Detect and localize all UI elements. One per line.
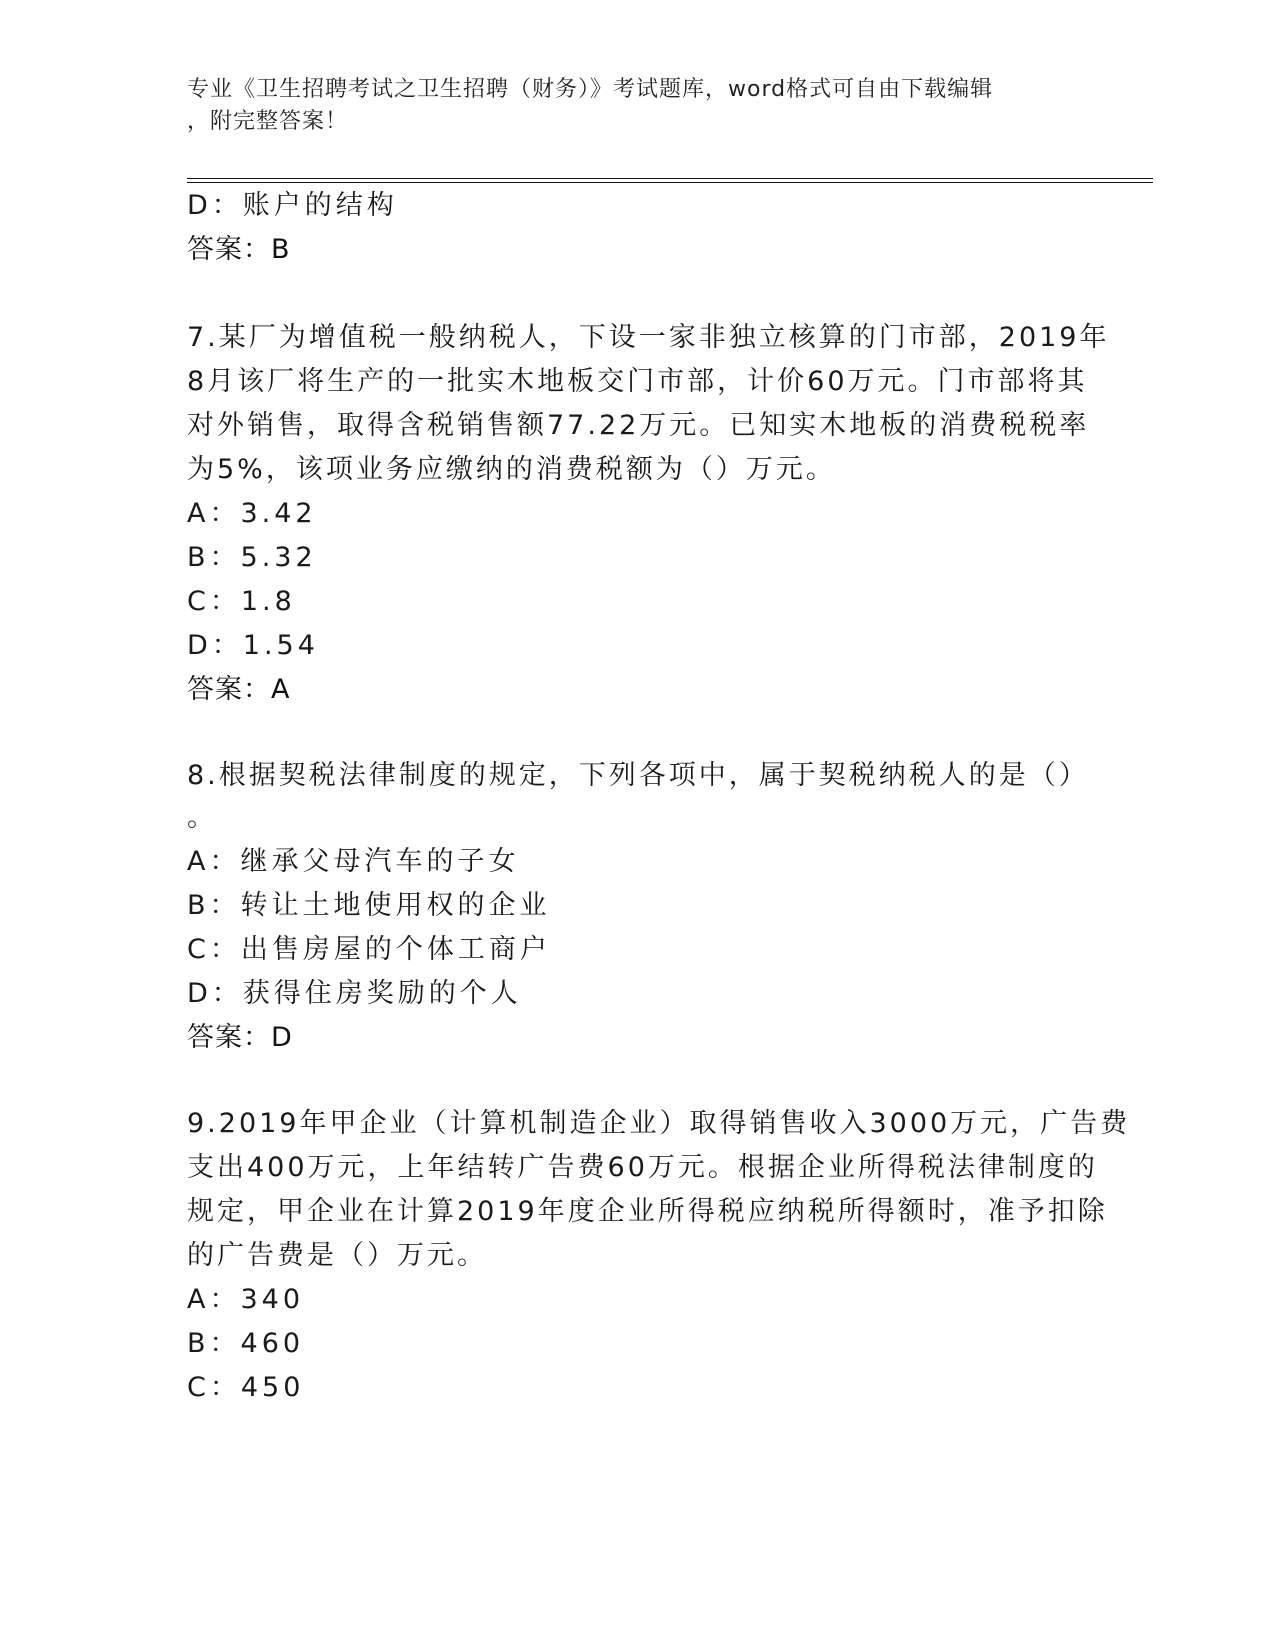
header-line-2: ，附完整答案！ xyxy=(187,109,349,134)
header-rule-top xyxy=(187,178,1153,179)
q8-text-line-2: 。 xyxy=(187,802,217,833)
q7-option-c: C：1.8 xyxy=(187,586,296,617)
q9-text-line-3: 规定，甲企业在计算2019年度企业所得税应纳税所得额时，准予扣除 xyxy=(187,1196,1108,1227)
q7-option-a: A：3.42 xyxy=(187,498,317,529)
q7-option-d: D：1.54 xyxy=(187,630,319,661)
header-rule-bottom xyxy=(187,182,1153,183)
q8-option-d: D：获得住房奖励的个人 xyxy=(187,978,522,1009)
q8-text-line-1: 8.根据契税法律制度的规定，下列各项中，属于契税纳税人的是（） xyxy=(187,760,1089,791)
q7-option-b: B：5.32 xyxy=(187,542,317,573)
q8-option-c: C：出售房屋的个体工商户 xyxy=(187,934,551,965)
q7-answer: 答案：A xyxy=(187,674,291,705)
q7-text-line-1: 7.某厂为增值税一般纳税人，下设一家非独立核算的门市部，2019年 xyxy=(187,322,1110,353)
q8-answer: 答案：D xyxy=(187,1022,293,1053)
header-line-1: 专业《卫生招聘考试之卫生招聘（财务）》考试题库，word格式可自由下载编辑 xyxy=(187,77,994,102)
q9-text-line-1: 9.2019年甲企业（计算机制造企业）取得销售收入3000万元，广告费 xyxy=(187,1108,1131,1139)
page-header xyxy=(187,74,1067,138)
q9-option-a: A：340 xyxy=(187,1284,305,1315)
q8-option-b: B：转让土地使用权的企业 xyxy=(187,890,551,921)
q7-text-line-3: 对外销售，取得含税销售额77.22万元。已知实木地板的消费税税率 xyxy=(187,410,1090,441)
prev-answer: 答案：B xyxy=(187,234,291,265)
q7-text-line-2: 8月该厂将生产的一批实木地板交门市部，计价60万元。门市部将其 xyxy=(187,366,1088,397)
q9-option-c: C：450 xyxy=(187,1372,305,1403)
q9-text-line-2: 支出400万元，上年结转广告费60万元。根据企业所得税法律制度的 xyxy=(187,1152,1098,1183)
prev-option-d: D：账户的结构 xyxy=(187,190,398,221)
q7-text-line-4: 为5%，该项业务应缴纳的消费税额为（）万元。 xyxy=(187,454,836,485)
q9-option-b: B：460 xyxy=(187,1328,305,1359)
q9-text-line-4: 的广告费是（）万元。 xyxy=(187,1240,487,1271)
q8-option-a: A：继承父母汽车的子女 xyxy=(187,846,520,877)
